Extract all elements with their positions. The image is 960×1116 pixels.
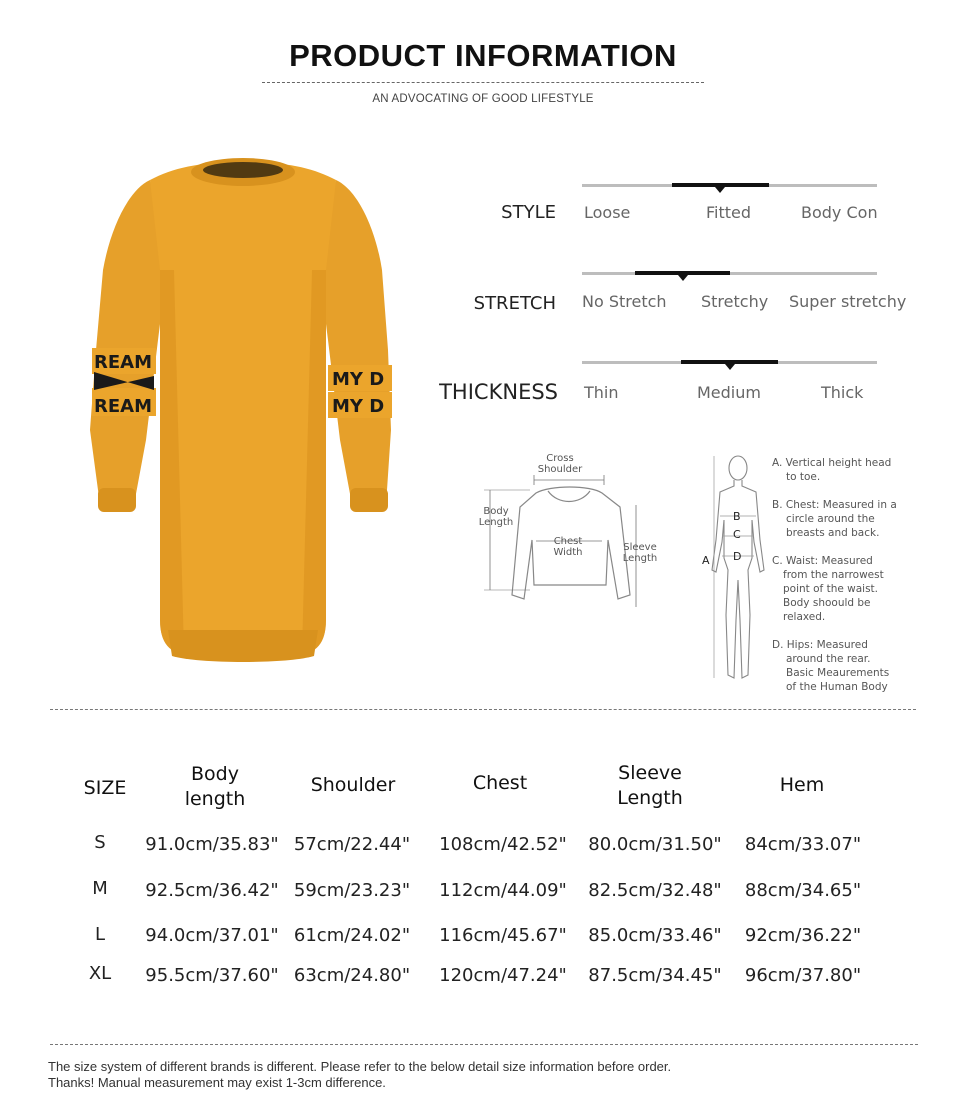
product-image: [88, 150, 398, 680]
marker-a: A: [702, 554, 710, 567]
footer-note-1: The size system of different brands is different. Please refer to the below detail size information before order.: [48, 1059, 672, 1074]
table-cell: 84cm/33.07": [744, 834, 862, 855]
footer-note-2: Thanks! Manual measurement may exist 1-3cm difference.: [48, 1075, 386, 1090]
marker-b: B: [733, 510, 741, 523]
label-body-length: Body Length: [478, 506, 514, 528]
label-cross-shoulder: Cross Shoulder: [537, 453, 583, 475]
table-cell: 116cm/45.67": [439, 925, 567, 946]
style-option-fitted: Fitted: [706, 203, 752, 222]
page-title: PRODUCT INFORMATION: [289, 38, 677, 73]
thickness-option-thick: Thick: [821, 383, 864, 402]
table-cell: 85.0cm/33.46": [588, 925, 722, 946]
table-cell: 108cm/42.52": [439, 834, 567, 855]
note-d: D. Hips: Measured around the rear. Basic Meaurements of the Human Body: [772, 639, 890, 693]
label-chest-width: Chest Width: [553, 536, 583, 558]
table-cell: 112cm/44.09": [439, 880, 567, 901]
header-body-length: Body length: [184, 763, 246, 810]
thickness-option-thin: Thin: [584, 383, 619, 402]
table-cell: 120cm/47.24": [439, 965, 567, 986]
table-cell: 61cm/24.02": [293, 925, 411, 946]
thickness-label: THICKNESS: [439, 380, 558, 404]
thickness-option-medium: Medium: [697, 383, 761, 402]
table-cell: 94.0cm/37.01": [145, 925, 279, 946]
header-sleeve-length: Sleeve Length: [617, 762, 683, 809]
footer-divider: [50, 1044, 918, 1045]
header-hem: Hem: [779, 774, 825, 796]
table-cell: 87.5cm/34.45": [588, 965, 722, 986]
table-cell: 63cm/24.80": [293, 965, 411, 986]
note-c: C. Waist: Measured from the narrowest point of the waist. Body shoould be relaxed.: [772, 555, 884, 623]
size-cell: S: [94, 832, 106, 853]
right-cuff: [350, 488, 388, 512]
stretch-option-stretchy: Stretchy: [701, 292, 769, 311]
style-option-body-con: Body Con: [801, 203, 878, 222]
print-left-bottom: REAM: [94, 396, 152, 417]
left-cuff: [98, 488, 136, 512]
style-label: STYLE: [501, 202, 556, 223]
table-cell: 92.5cm/36.42": [145, 880, 279, 901]
label-sleeve-length: Sleeve Length: [622, 542, 658, 564]
header-chest: Chest: [472, 772, 528, 794]
stretch-option-super-stretchy: Super stretchy: [789, 292, 907, 311]
table-cell: 82.5cm/32.48": [588, 880, 722, 901]
size-cell: M: [92, 878, 108, 899]
table-cell: 91.0cm/35.83": [145, 834, 279, 855]
marker-c: C: [733, 528, 741, 541]
body-measurement-diagram: [700, 450, 770, 686]
size-cell: XL: [88, 963, 112, 984]
marker-d: D: [733, 550, 742, 563]
table-cell: 59cm/23.23": [293, 880, 411, 901]
table-cell: 92cm/36.22": [744, 925, 862, 946]
style-option-loose: Loose: [584, 203, 631, 222]
stretch-label: STRETCH: [473, 293, 556, 314]
page-subtitle: AN ADVOCATING OF GOOD LIFESTYLE: [372, 93, 594, 105]
header-shoulder: Shoulder: [310, 774, 396, 796]
table-cell: 80.0cm/31.50": [588, 834, 722, 855]
size-cell: L: [94, 924, 106, 945]
print-left-top: REAM: [94, 352, 152, 373]
note-a: A. Vertical height head to toe.: [772, 457, 892, 483]
header-size: SIZE: [83, 777, 127, 799]
title-divider: [262, 82, 704, 83]
note-b: B. Chest: Measured in a circle around the breasts and back.: [772, 499, 897, 539]
table-cell: 57cm/22.44": [293, 834, 411, 855]
stretch-option-no-stretch: No Stretch: [582, 292, 667, 311]
table-cell: 96cm/37.80": [744, 965, 862, 986]
section-divider: [50, 709, 916, 710]
print-right-bottom: MY D: [332, 396, 385, 417]
table-cell: 88cm/34.65": [744, 880, 862, 901]
hem-ribbing: [168, 630, 318, 662]
table-cell: 95.5cm/37.60": [145, 965, 279, 986]
print-right-top: MY D: [332, 369, 385, 390]
